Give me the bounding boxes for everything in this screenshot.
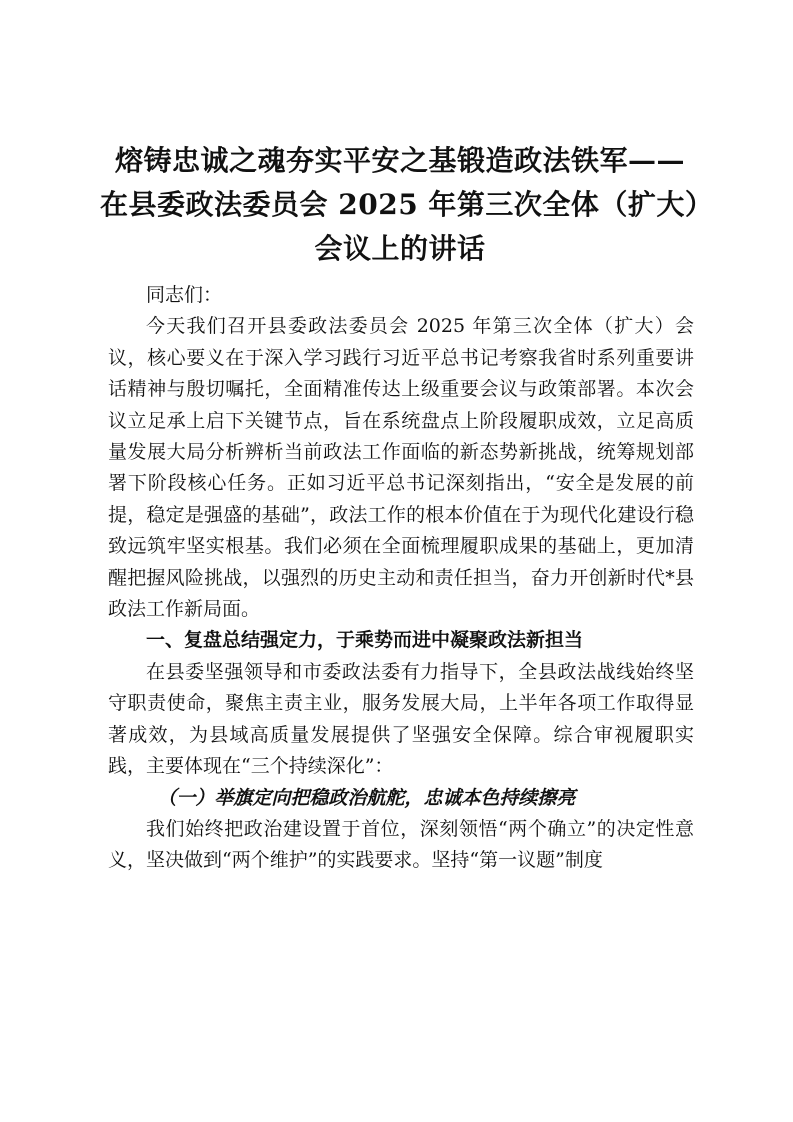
section-1-paragraph: 在县委坚强领导和市委政法委有力指导下，全县政法战线始终坚守职责使命，聚焦主责主业，服务发展大局，上半年各项工作取得显著成效，为县域高质量发展提供了坚强安全保障。综合审视履职实践，主要体现在“三个持续深化”： bbox=[108, 660, 694, 778]
subsection-1-1-paragraph: 我们始终把政治建设置于首位，深刻领悟“两个确立”的决定性意义，坚决做到“两个维护”的实践要求。坚持“第一议题”制度 bbox=[108, 817, 694, 872]
subsection-heading-1-1: （一）举旗定向把稳政治航舵，忠诚本色持续擦亮 bbox=[157, 786, 576, 809]
intro-paragraph: 今天我们召开县委政法委员会 2025 年第三次全体（扩大）会议，核心要义在于深入学习践行习近平总书记考察我省时系列重要讲话精神与殷切嘱托，全面精准传达上级重要会议与政策部署。本次会议立足承上启下关键节点，旨在系统盘点上阶段履职成效，立足高质量发展大局分析辨析当前政法工作面临的新态势新挑战，统筹规划部署下阶段核心任务。正如习近平总书记深刻指出，“安全是发展的前提，稳定是强盛的基础”，政法工作的根本价值在于为现代化建设行稳致远筑牢坚实根基。我们必须在全面梳理履职成果的基础上，更加清醒把握风险挑战，以强烈的历史主动和责任担当，奋力开创新时代*县政法工作新局面。 bbox=[108, 315, 694, 621]
document-title-line-2: 在县委政法委员会 2025 年第三次全体（扩大） bbox=[100, 188, 714, 221]
salutation: 同志们： bbox=[146, 284, 223, 306]
section-heading-1: 一、复盘总结强定力，于乘势而进中凝聚政法新担当 bbox=[146, 629, 584, 652]
document-title-line-3: 会议上的讲话 bbox=[314, 232, 486, 265]
document-body bbox=[108, 280, 694, 877]
document-title-line-1: 熔铸忠诚之魂夯实平安之基锻造政法铁军—— bbox=[114, 144, 685, 177]
